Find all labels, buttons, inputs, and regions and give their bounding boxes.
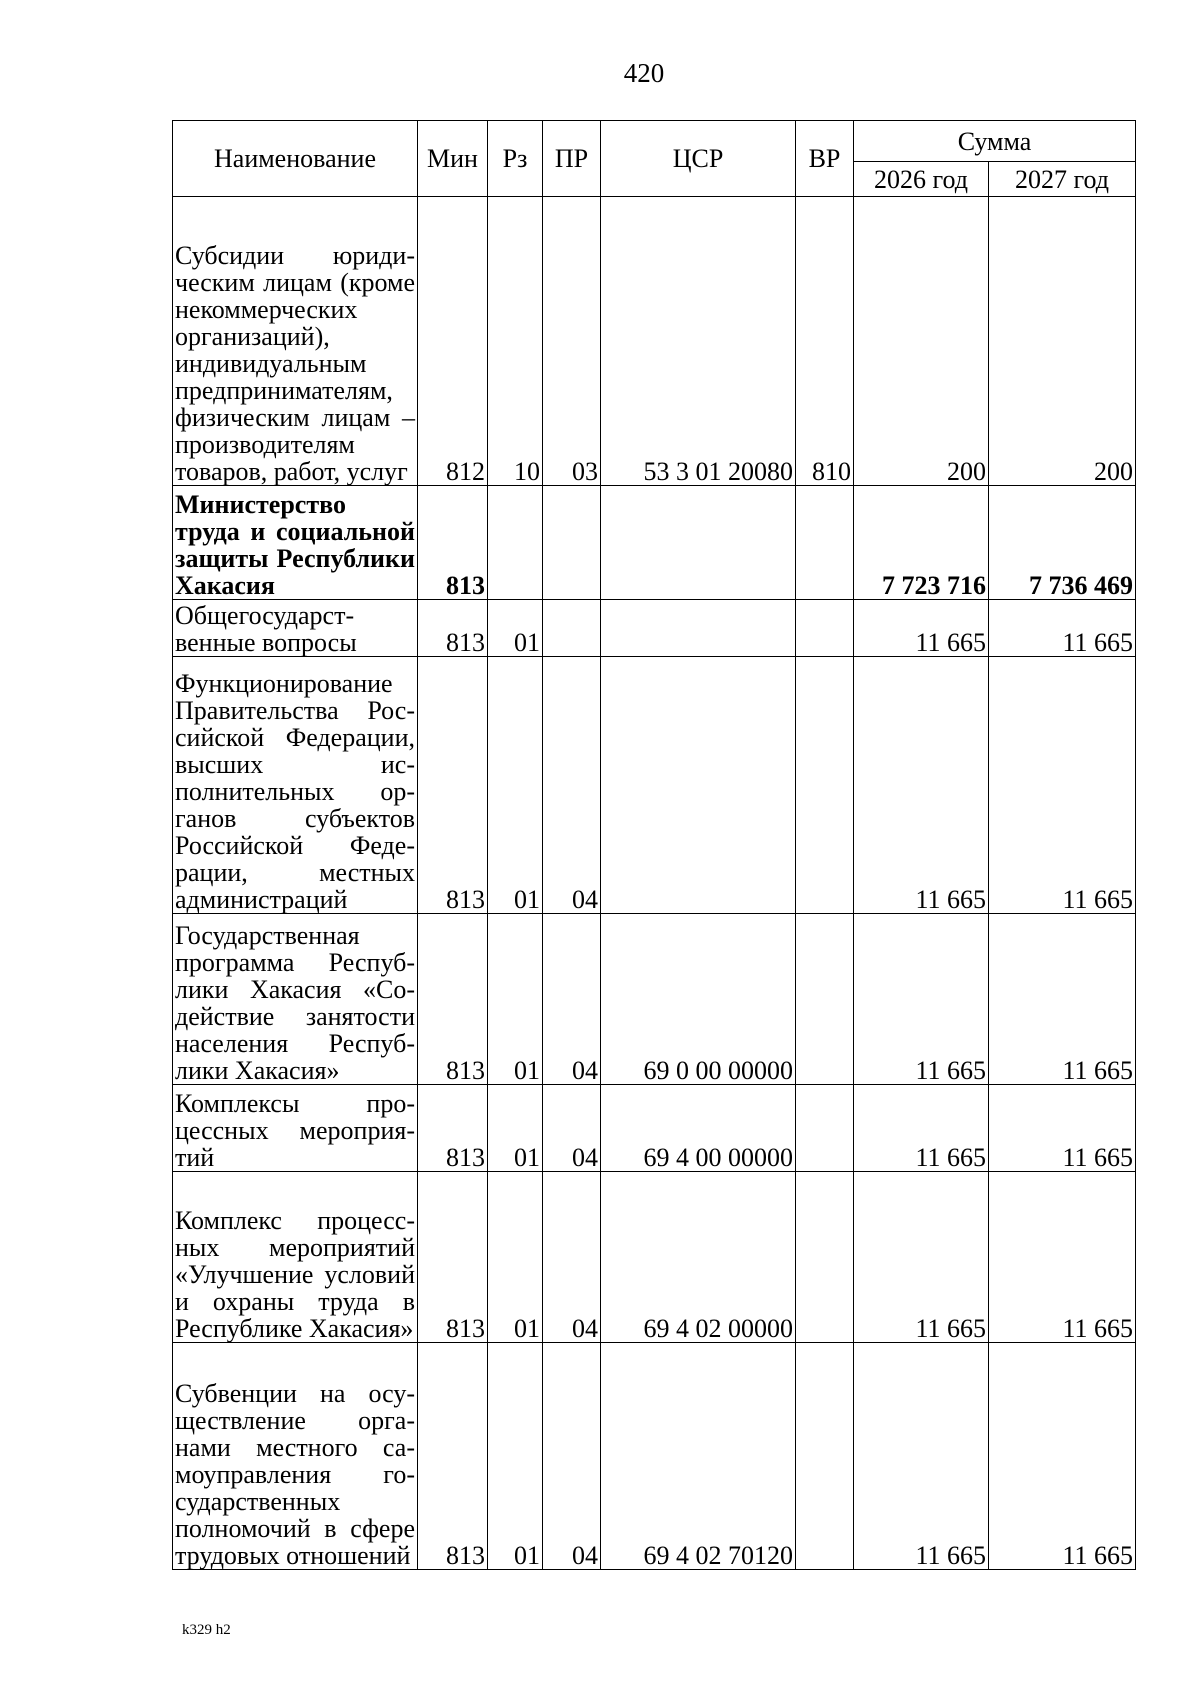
row-rz: 01 (488, 600, 543, 657)
row-rz: 10 (488, 197, 543, 486)
row-csr: 69 4 02 70120 (601, 1343, 796, 1570)
row-amount-2027: 11 665 (989, 657, 1136, 914)
budget-table (172, 120, 1136, 1570)
header-row (173, 121, 1136, 162)
header-csr: ЦСР (601, 121, 796, 197)
row-name: Комплексы процессных мероприятий (173, 1085, 418, 1172)
table-row (173, 1343, 1136, 1570)
row-name: Субвенции на осуществление органами местного самоуправления государственных полномочий в сфере трудовых отношений (173, 1343, 418, 1570)
table-row (173, 600, 1136, 657)
row-amount-2027: 7 736 469 (989, 486, 1136, 600)
row-amount-2026: 11 665 (854, 600, 989, 657)
row-min: 813 (418, 914, 488, 1085)
row-rz: 01 (488, 914, 543, 1085)
row-rz: 01 (488, 657, 543, 914)
header-vr: ВР (796, 121, 854, 197)
row-amount-2026: 11 665 (854, 1343, 989, 1570)
row-pr: 04 (543, 657, 601, 914)
header-rz: Рз (488, 121, 543, 197)
row-amount-2026: 11 665 (854, 914, 989, 1085)
table-row (173, 657, 1136, 914)
row-amount-2026: 11 665 (854, 1085, 989, 1172)
row-amount-2027: 11 665 (989, 1172, 1136, 1343)
row-name: Министерство труда и социальной защиты Республики Хакасия (173, 486, 418, 600)
row-amount-2026: 7 723 716 (854, 486, 989, 600)
row-vr (796, 486, 854, 600)
row-csr (601, 600, 796, 657)
row-amount-2027: 200 (989, 197, 1136, 486)
row-name: Государственная программа Республики Хакасия «Содействие занятости населения Республики Хакасия» (173, 914, 418, 1085)
row-amount-2026: 11 665 (854, 657, 989, 914)
table-row (173, 914, 1136, 1085)
row-rz: 01 (488, 1343, 543, 1570)
row-csr: 69 4 02 00000 (601, 1172, 796, 1343)
row-pr (543, 486, 601, 600)
row-amount-2027: 11 665 (989, 1085, 1136, 1172)
row-pr (543, 600, 601, 657)
row-amount-2026: 200 (854, 197, 989, 486)
row-vr (796, 657, 854, 914)
row-vr (796, 1085, 854, 1172)
row-name: Субсидии юридическим лицам (кроме некоммерческих организаций), индивидуальным предпринимателям, физическим лицам – производителям товаров, работ, услуг (173, 197, 418, 486)
row-min: 813 (418, 1085, 488, 1172)
row-csr: 53 3 01 20080 (601, 197, 796, 486)
row-csr: 69 4 00 00000 (601, 1085, 796, 1172)
row-vr (796, 1172, 854, 1343)
row-min: 813 (418, 486, 488, 600)
row-pr: 04 (543, 914, 601, 1085)
row-vr (796, 914, 854, 1085)
row-amount-2027: 11 665 (989, 600, 1136, 657)
table-row (173, 1172, 1136, 1343)
header-year-2027: 2027 год (989, 162, 1136, 197)
table-row (173, 1085, 1136, 1172)
header-year-2026: 2026 год (854, 162, 989, 197)
row-min: 813 (418, 600, 488, 657)
row-csr (601, 657, 796, 914)
table-row (173, 197, 1136, 486)
header-pr: ПР (543, 121, 601, 197)
row-min: 812 (418, 197, 488, 486)
row-csr: 69 0 00 00000 (601, 914, 796, 1085)
row-name: Общегосударственные вопросы (173, 600, 418, 657)
row-pr: 04 (543, 1172, 601, 1343)
row-pr: 04 (543, 1343, 601, 1570)
row-pr: 03 (543, 197, 601, 486)
table-row (173, 486, 1136, 600)
row-pr: 04 (543, 1085, 601, 1172)
row-amount-2027: 11 665 (989, 914, 1136, 1085)
row-min: 813 (418, 657, 488, 914)
row-csr (601, 486, 796, 600)
row-name: Комплекс процессных мероприятий «Улучшение условий и охраны труда в Республике Хакасия» (173, 1172, 418, 1343)
row-name: Функционирование Правительства Российской Федерации, высших исполнительных органов субъектов Российской Федерации, местных администраций (173, 657, 418, 914)
row-rz: 01 (488, 1172, 543, 1343)
row-min: 813 (418, 1343, 488, 1570)
row-rz (488, 486, 543, 600)
row-min: 813 (418, 1172, 488, 1343)
row-vr (796, 600, 854, 657)
row-amount-2027: 11 665 (989, 1343, 1136, 1570)
header-name: Наименование (173, 121, 418, 197)
row-rz: 01 (488, 1085, 543, 1172)
header-min: Мин (418, 121, 488, 197)
row-vr: 810 (796, 197, 854, 486)
row-amount-2026: 11 665 (854, 1172, 989, 1343)
header-sum: Сумма (854, 121, 1136, 162)
footer-code: k329 h2 (182, 1622, 231, 1638)
row-vr (796, 1343, 854, 1570)
page-number: 420 (623, 58, 665, 88)
